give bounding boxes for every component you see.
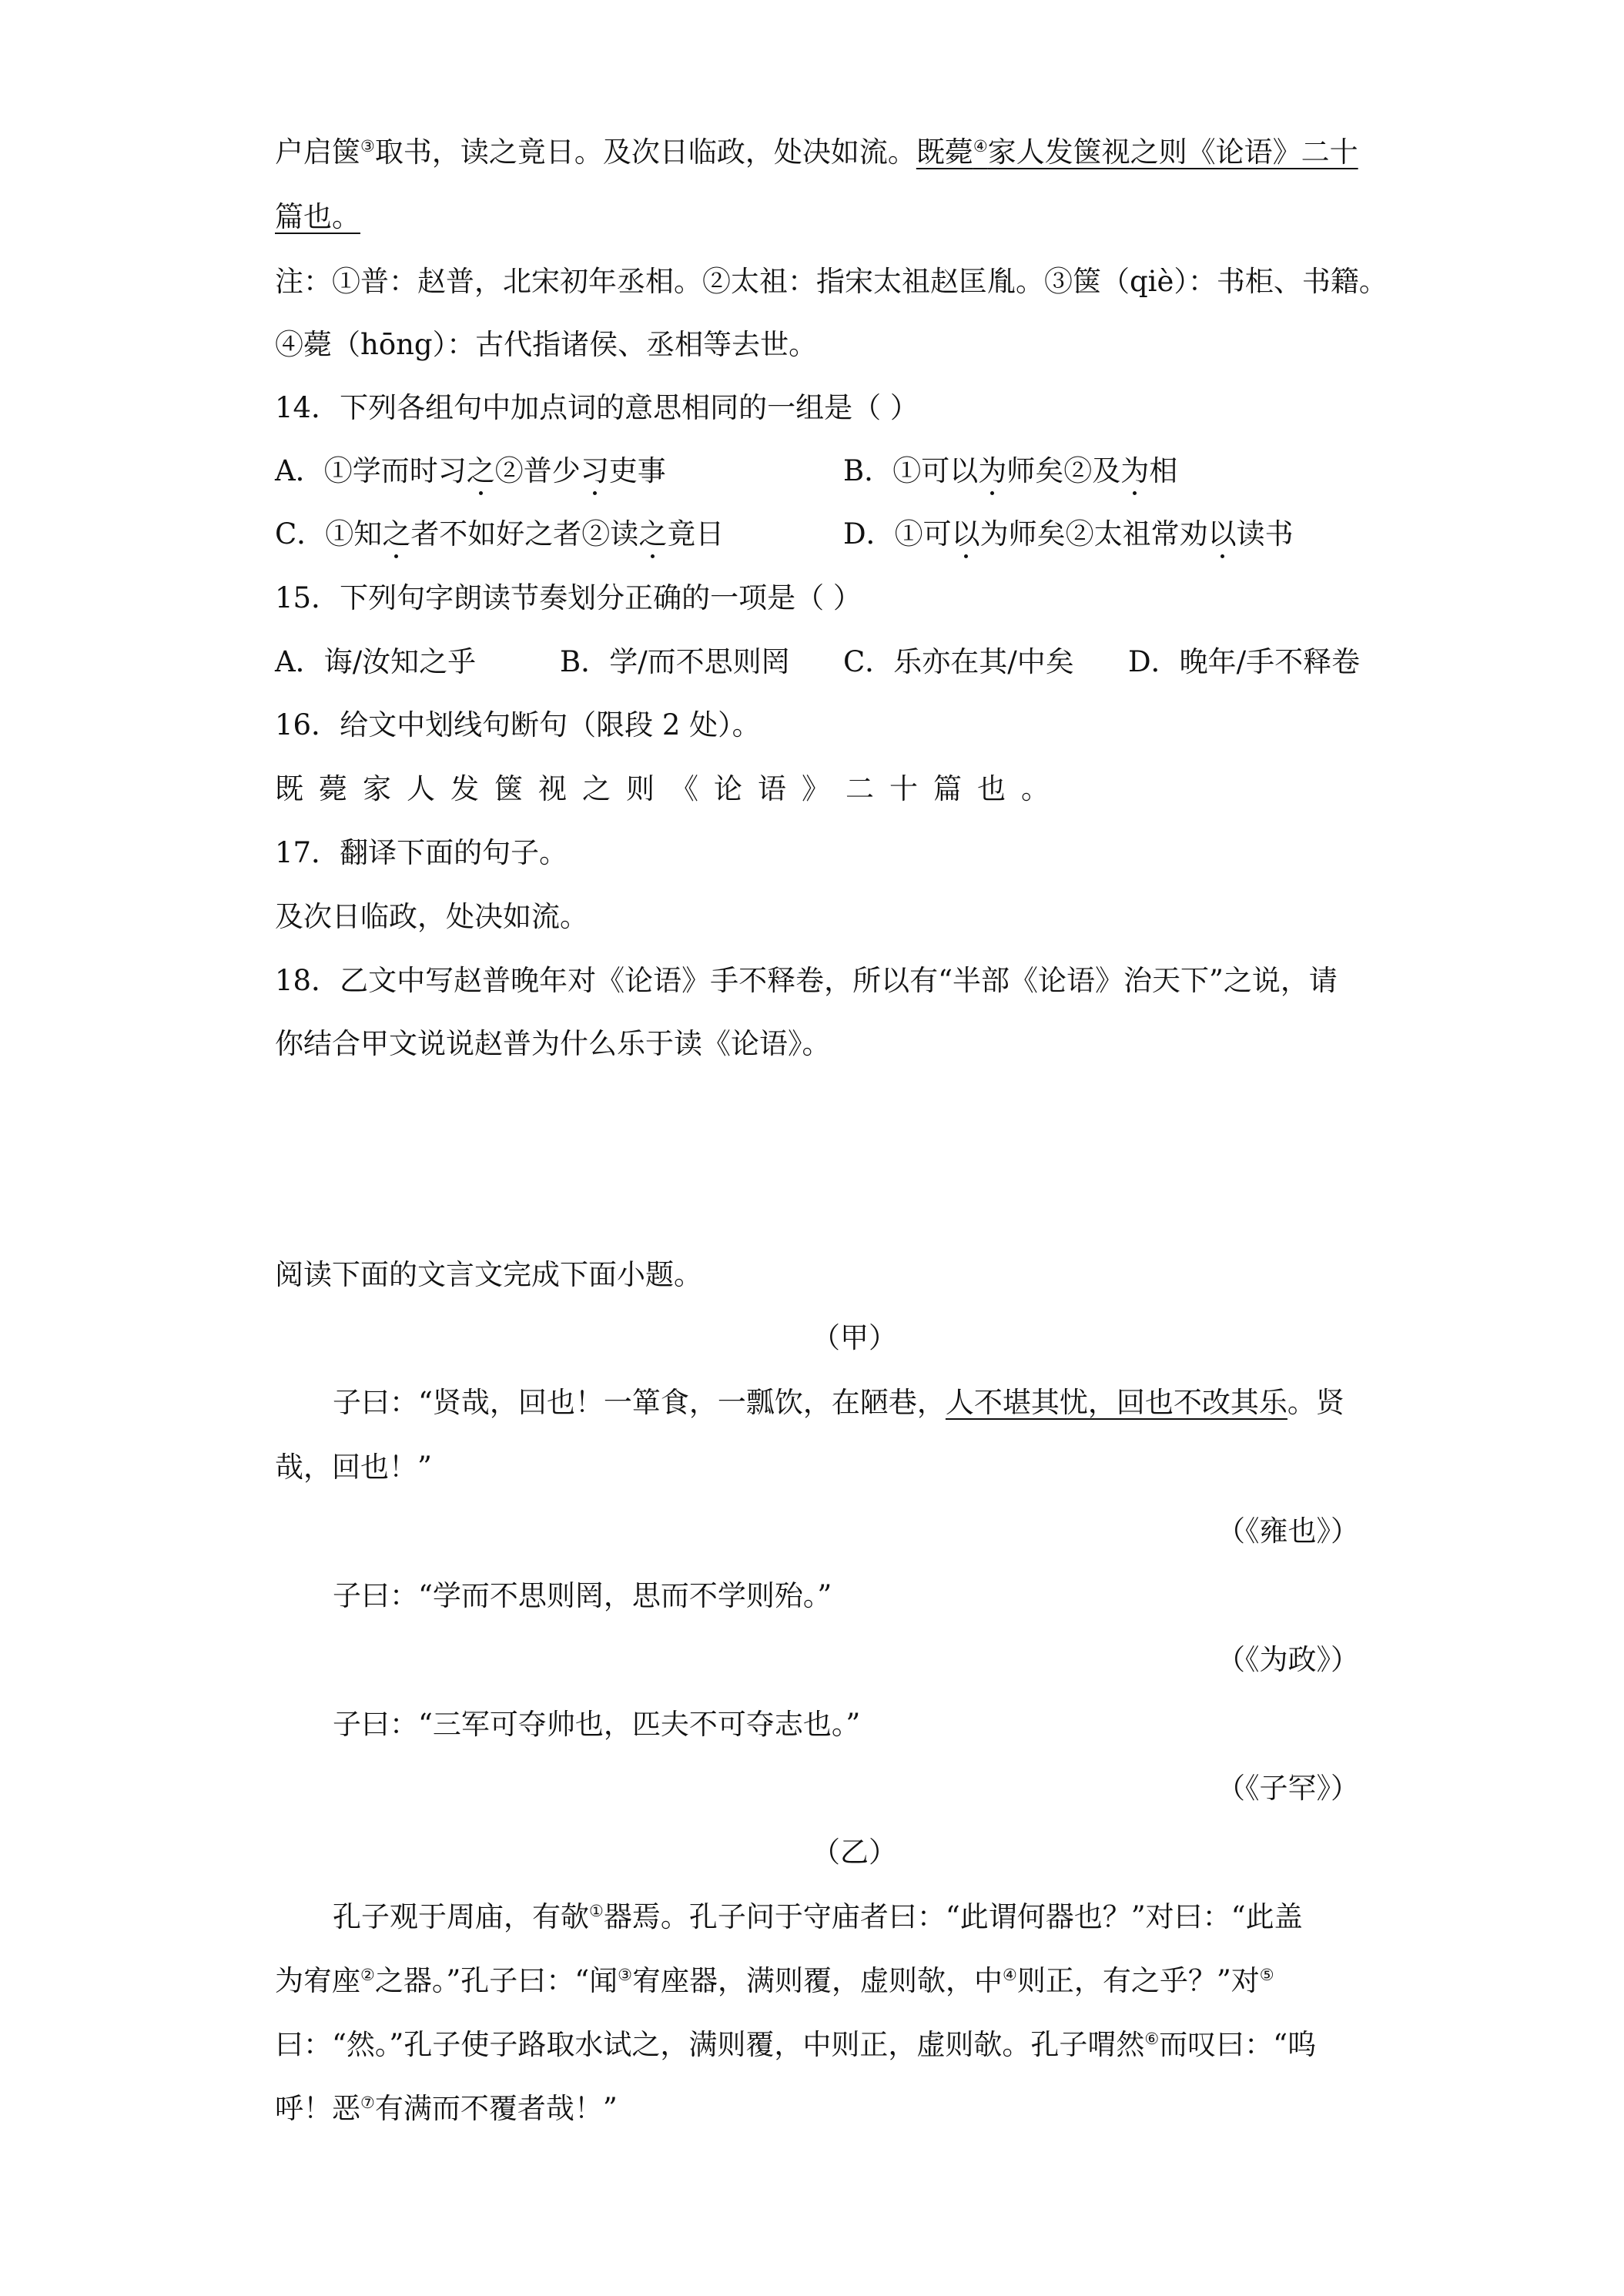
yi-line-3: 曰：“然。”孔子使子路取水试之，满则覆，中则正，虚则欹。孔子喟然⑥而叹曰：“呜: [275, 2028, 1317, 2061]
option-14a[interactable]: A．①学而时习之②普少习吏事: [275, 454, 666, 487]
footnote-marker: ④: [973, 137, 988, 156]
section-intro: 阅读下面的文言文完成下面小题。: [275, 1258, 702, 1291]
source-zihan: （《子罕》）: [1217, 1772, 1359, 1805]
jia-paragraph-2: 子曰：“学而不思则罔，思而不学则殆。”: [333, 1579, 832, 1612]
passage-line-1: 户启箧③取书，读之竟日。及次日临政，处决如流。既薨④家人发箧视之则《论语》二十: [275, 136, 1358, 169]
jia-paragraph-1-line-2: 哉，回也！”: [275, 1451, 432, 1484]
option-15b[interactable]: B．学/而不思则罔: [560, 645, 790, 678]
passage-yi-title: （乙）: [812, 1836, 897, 1869]
option-15d[interactable]: D．晚年/手不释卷: [1128, 645, 1361, 678]
footnote-marker: ④: [1003, 1966, 1017, 1984]
footnote-marker: ③: [360, 137, 375, 156]
question-18-line-1: 18．乙文中写赵普晚年对《论语》手不释卷，所以有“半部《论语》治天下”之说，请: [275, 964, 1338, 997]
footnote-marker: ③: [618, 1966, 632, 1984]
passage-line-2: [275, 200, 360, 234]
yi-line-2: 为宥座②之器。”孔子曰：“闻③宥座器，满则覆，虚则欹，中④则正，有之乎？”对⑤: [275, 1964, 1274, 1997]
footnote-marker: ②: [360, 1966, 375, 1984]
question-14-stem: 14．下列各组句中加点词的意思相同的一组是（ ）: [275, 391, 919, 424]
question-15-stem: 15．下列句字朗读节奏划分正确的一项是（ ）: [275, 581, 862, 614]
option-15a[interactable]: A．诲/汝知之乎: [275, 645, 477, 678]
source-yongye: （《雍也》）: [1217, 1514, 1359, 1548]
footnote-marker: ⑦: [360, 2094, 375, 2112]
passage-jia-title: （甲）: [812, 1321, 897, 1354]
underlined-sentence-jia: 人不堪其忧，回也不改其乐: [945, 1386, 1287, 1419]
yi-line-4: 呼！恶⑦有满而不覆者哉！”: [275, 2092, 618, 2125]
yi-line-1: 孔子观于周庙，有欹①器焉。孔子问于守庙者曰：“此谓何器也？”对曰：“此盖: [333, 1900, 1303, 1933]
notes-line-1: 注：①普：赵普，北宋初年丞相。②太祖：指宋太祖赵匡胤。③箧（qiè）：书柜、书籍。: [275, 265, 1388, 298]
option-15c[interactable]: C．乐亦在其/中矣: [843, 645, 1074, 678]
question-16-sentence: 既薨家人发箧视之则《论语》二十篇也。: [275, 772, 1065, 805]
source-weizheng: （《为政》）: [1217, 1643, 1359, 1676]
footnote-marker: ⑥: [1144, 2030, 1160, 2048]
question-17-sentence: 及次日临政，处决如流。: [275, 900, 588, 933]
question-18-line-2: 你结合甲文说说赵普为什么乐于读《论语》。: [275, 1027, 831, 1060]
option-14c[interactable]: C．①知之者不如好之者②读之竟日: [275, 517, 725, 551]
underlined-sentence: 既薨④家人发箧视之则《论语》二十: [916, 136, 1358, 169]
jia-paragraph-3: 子曰：“三军可夺帅也，匹夫不可夺志也。”: [333, 1708, 861, 1741]
notes-line-2: ④薨（hōng）：古代指诸侯、丞相等去世。: [275, 328, 818, 361]
footnote-marker: ⑤: [1259, 1966, 1274, 1984]
underlined-sentence-end: 篇也。: [275, 200, 360, 233]
option-14d[interactable]: D．①可以为师矣②太祖常劝以读书: [843, 517, 1294, 551]
question-16-stem: 16．给文中划线句断句（限段 2 处）。: [275, 708, 761, 741]
footnote-marker: ①: [589, 1902, 604, 1920]
option-14b[interactable]: B．①可以为师矣②及为相: [843, 454, 1178, 487]
jia-paragraph-1-line-1: 子曰：“贤哉，回也！一箪食，一瓢饮，在陋巷，人不堪其忧，回也不改其乐。贤: [333, 1386, 1344, 1419]
question-17-stem: 17．翻译下面的句子。: [275, 836, 568, 869]
